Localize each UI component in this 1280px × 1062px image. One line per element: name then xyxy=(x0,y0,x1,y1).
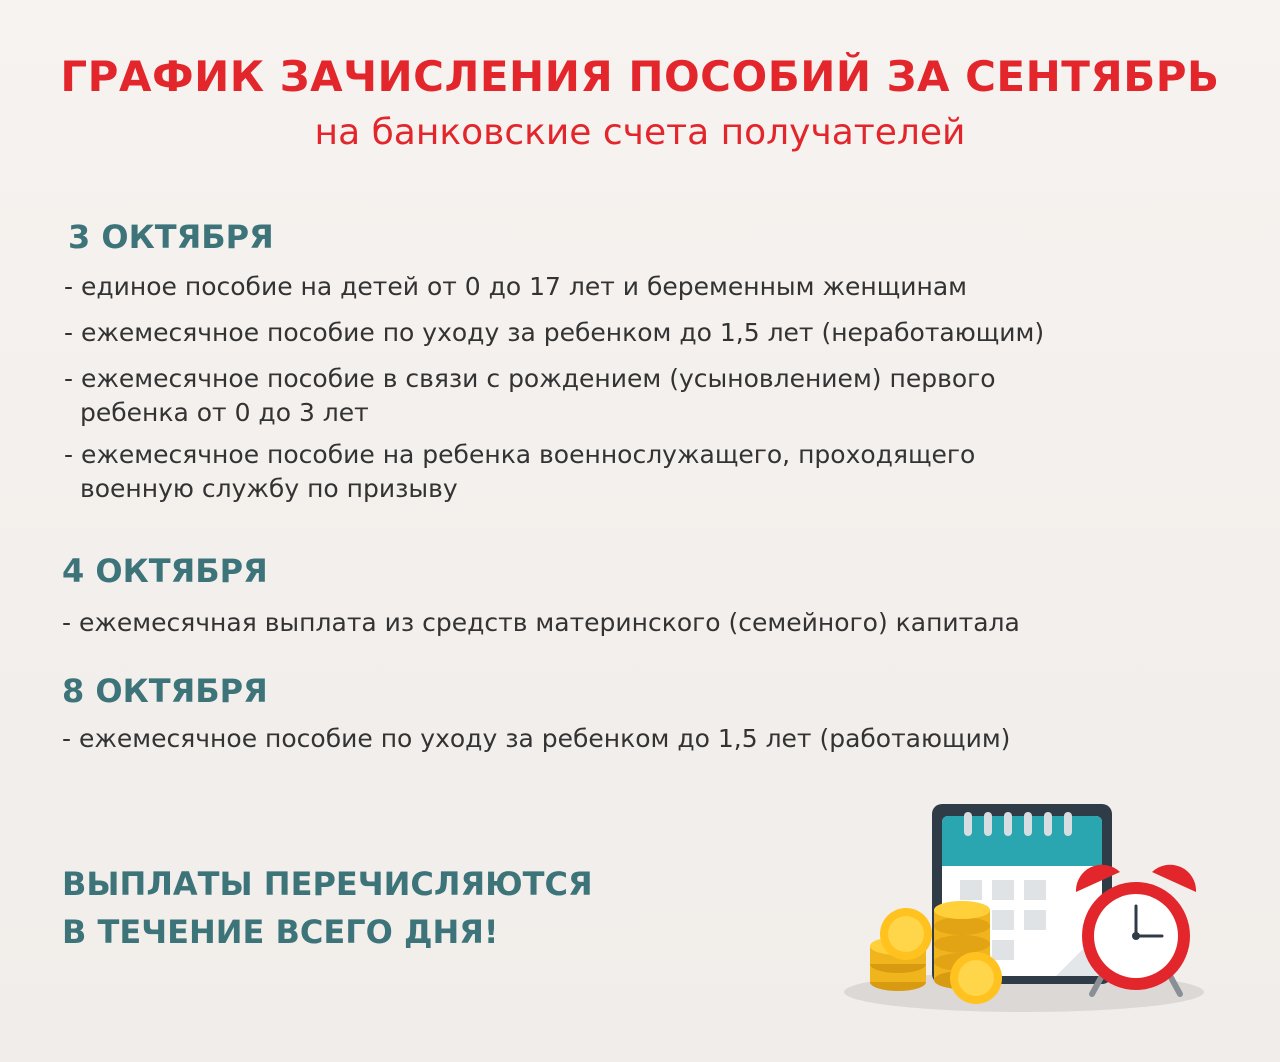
list-item: - ежемесячное пособие в связи с рождением (усыновлением) первого xyxy=(64,364,996,393)
page-title: ГРАФИК ЗАЧИСЛЕНИЯ ПОСОБИЙ ЗА СЕНТЯБРЬ xyxy=(60,52,1220,101)
footer-note xyxy=(62,860,593,956)
page-subtitle: на банковские счета получателей xyxy=(314,112,966,153)
section-date-oct-4: 4 ОКТЯБРЯ xyxy=(62,552,268,590)
list-item: - ежемесячная выплата из средств материнского (семейного) капитала xyxy=(62,608,1020,637)
list-item: - ежемесячное пособие по уходу за ребенком до 1,5 лет (неработающим) xyxy=(64,318,1045,347)
list-item: - ежемесячное пособие на ребенка военнослужащего, проходящего xyxy=(64,440,976,469)
list-item-continuation: военную службу по призыву xyxy=(80,474,458,503)
section-date-oct-8: 8 ОКТЯБРЯ xyxy=(62,672,268,710)
section-date-oct-3: 3 ОКТЯБРЯ xyxy=(68,218,274,256)
payment-schedule-illustration xyxy=(836,796,1212,1016)
footer-line-1: ВЫПЛАТЫ ПЕРЕЧИСЛЯЮТСЯ xyxy=(62,865,593,903)
list-item-continuation: ребенка от 0 до 3 лет xyxy=(80,398,369,427)
footer-line-2: В ТЕЧЕНИЕ ВСЕГО ДНЯ! xyxy=(62,913,499,951)
list-item: - единое пособие на детей от 0 до 17 лет и беременным женщинам xyxy=(64,272,968,301)
list-item: - ежемесячное пособие по уходу за ребенком до 1,5 лет (работающим) xyxy=(62,724,1011,753)
